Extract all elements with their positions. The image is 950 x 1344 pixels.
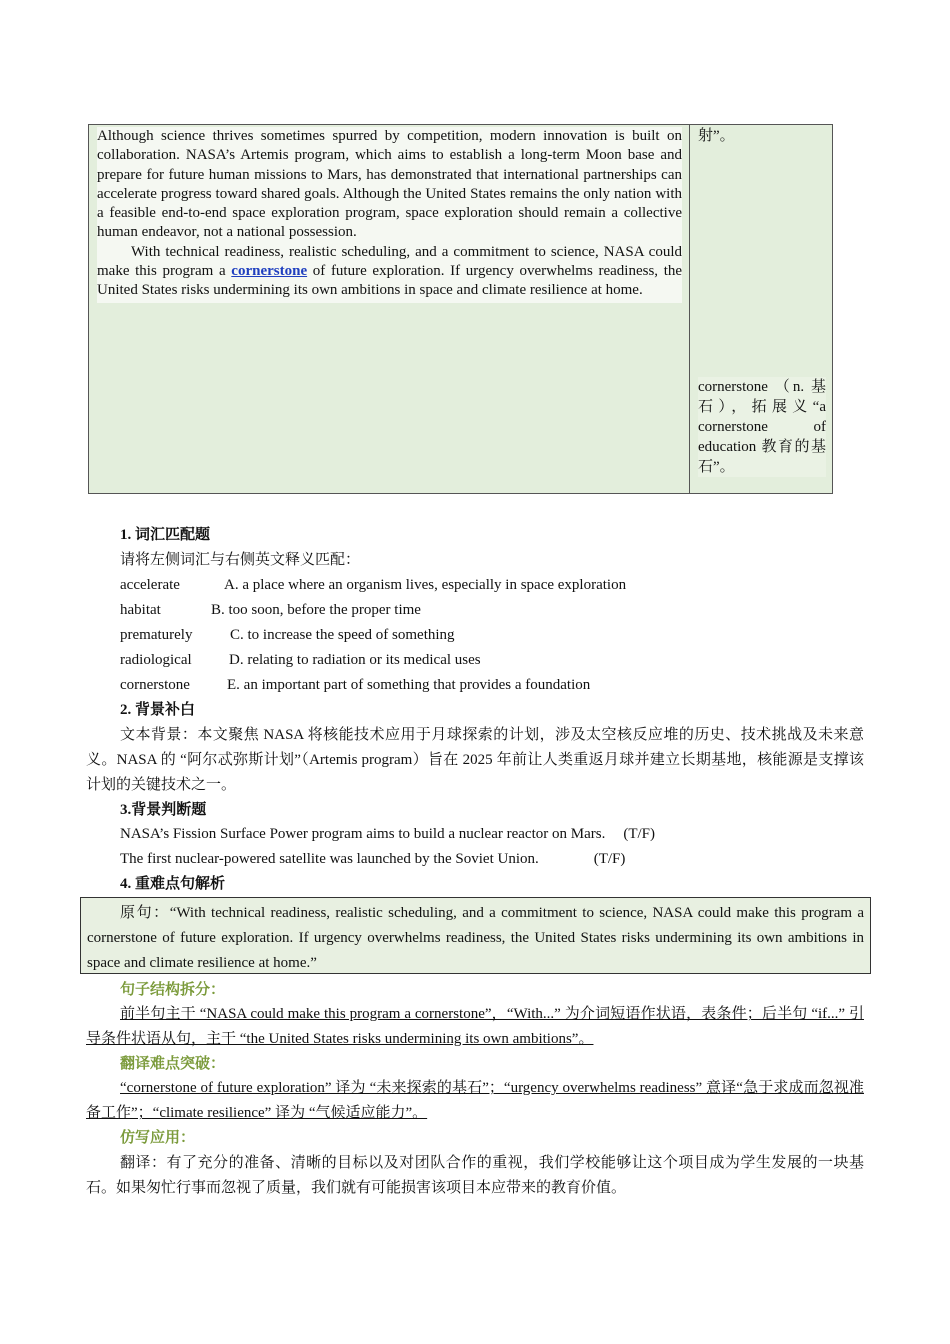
vocab-definition: A. a place where an organism lives, especially in space exploration	[224, 577, 627, 593]
tf-answer-hint: (T/F)	[593, 851, 626, 867]
vocab-row	[120, 573, 626, 598]
tf-question-text: The first nuclear-powered satellite was launched by the Soviet Union.	[120, 851, 539, 867]
vocab-word: habitat	[120, 602, 161, 618]
passage-column	[89, 125, 690, 493]
vocab-definition: B. too soon, before the proper time	[211, 602, 421, 618]
vocab-definition: E. an important part of something that provides a foundation	[227, 677, 591, 693]
section2-heading: 2. 背景补白	[120, 702, 196, 718]
passage-table	[88, 124, 833, 494]
passage-paragraph-2	[97, 243, 682, 301]
section2-text: 文本背景：本文聚焦 NASA 将核能技术应用于月球探索的计划，涉及太空核反应堆的历史、技术挑战及未来意义。NASA 的 “阿尔忒弥斯计划”（Artemis program）旨在 2025 年前让人类重返月球并建立长期基地，核能源是支撑该计划的关键技术之一。	[86, 727, 864, 793]
tf-answer-hint: (T/F)	[623, 826, 655, 842]
note-top: 射”。	[698, 128, 735, 144]
vocab-word: cornerstone	[120, 677, 190, 693]
tf-question-2	[120, 847, 625, 872]
original-sentence-box	[80, 897, 871, 974]
vocab-row	[120, 598, 421, 623]
passage-p2-start: With technical readiness, realistic scheduling, and a commitment to science, NASA could make this program a	[97, 243, 682, 280]
translation-label: 翻译难点突破：	[120, 1056, 226, 1072]
keyword-cornerstone-link[interactable]: cornerstone	[231, 263, 308, 280]
section4-heading: 4. 重难点句解析	[120, 876, 226, 892]
section3-heading: 3.背景判断题	[120, 802, 207, 818]
structure-label: 句子结构拆分：	[120, 982, 226, 998]
passage-text	[97, 127, 682, 303]
section1-instruction: 请将左侧词汇与右侧英文释义匹配：	[120, 552, 361, 568]
vocab-word: prematurely	[120, 627, 193, 643]
section1-heading: 1. 词汇匹配题	[120, 527, 211, 543]
vocab-definition: C. to increase the speed of something	[230, 627, 455, 643]
tf-question-1	[120, 822, 655, 847]
notes-column	[691, 125, 832, 493]
original-sentence: 原句：“With technical readiness, realistic scheduling, and a commitment to science, NASA could make this program a cornerstone of future exploration. If urgency overwhelms readiness, the United States risks undermining its own ambitions in space and climate resilience at home.”	[87, 905, 864, 971]
note-cornerstone: cornerstone （n. 基石），拓展义“a cornerstone of education 教育的基石”。	[698, 379, 826, 475]
translation-text: “cornerstone of future exploration” 译为 “未来探索的基石”；“urgency overwhelms readiness” 意译“急于求成而忽视准备工作”；“climate resilience” 译为 “气候适应能力”。	[86, 1080, 864, 1121]
translation-text-block	[86, 1076, 864, 1126]
structure-text-block	[86, 1002, 864, 1052]
structure-text: 前半句主干 “NASA could make this program a cornerstone”，“With...” 为介词短语作状语，表条件；后半句 “if...” 引导条件状语从句，主干 “the United States risks undermining its own ambitions”。	[86, 1006, 864, 1047]
vocab-row	[120, 648, 481, 673]
imitation-text: 翻译：有了充分的准备、清晰的目标以及对团队合作的重视，我们学校能够让这个项目成为学生发展的一块基石。如果匆忙行事而忽视了质量，我们就有可能损害该项目本应带来的教育价值。	[86, 1155, 864, 1196]
passage-paragraph-1: Although science thrives sometimes spurred by competition, modern innovation is built on collaboration. NASA’s Artemis program, which aims to establish a long-term Moon base and prepare for future human missions to Mars, has demonstrated that international partnerships can accelerate progress toward shared goals. Although the United States remains the only nation with a feasible end-to-end space exploration program, space exploration should remain a collective human endeavor, not a national possession.	[97, 128, 682, 241]
vocab-row	[120, 673, 590, 698]
passage-p2-end: of future exploration. If urgency overwhelms readiness, the United States risks undermining its own ambitions in space and climate resilience at home.	[97, 263, 683, 299]
vocab-word: accelerate	[120, 577, 180, 593]
vocab-word: radiological	[120, 652, 192, 668]
tf-question-text: NASA’s Fission Surface Power program aims to build a nuclear reactor on Mars.	[120, 826, 606, 842]
imitation-label: 仿写应用：	[120, 1130, 196, 1146]
vocab-definition: D. relating to radiation or its medical uses	[229, 652, 481, 668]
vocab-row	[120, 623, 455, 648]
